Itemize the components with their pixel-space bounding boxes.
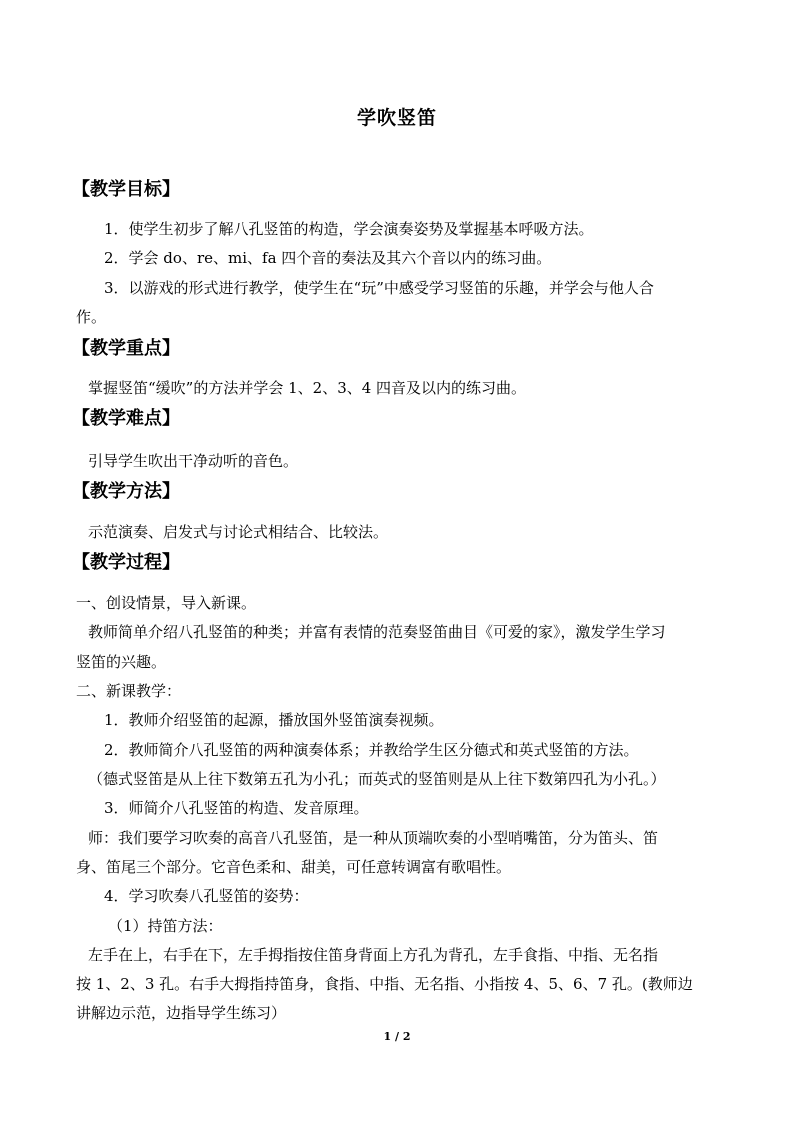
goal-item: 3．以游戏的形式进行教学，使学生在“玩”中感受学习竖笛的乐趣，并学会与他人合 — [104, 279, 654, 297]
process-line: 教师简单介绍八孔竖笛的种类；并富有表情的范奏竖笛曲目《可爱的家》，激发学生学习 — [88, 623, 666, 641]
process-line: 3．师简介八孔竖笛的构造、发音原理。 — [104, 799, 369, 817]
goal-item: 作。 — [76, 308, 107, 326]
process-line: 二、新课教学： — [76, 682, 182, 700]
process-line: （1）持笛方法： — [108, 917, 223, 935]
page-number: 1 / 2 — [383, 1030, 411, 1043]
process-line: 师：我们要学习吹奏的高音八孔竖笛，是一种从顶端吹奏的小型哨嘴笛，分为笛头、笛 — [88, 829, 659, 847]
section-heading-goals: 【教学目标】 — [72, 179, 180, 200]
section-heading-difficulties: 【教学难点】 — [72, 408, 180, 429]
process-line: 讲解边示范，边指导学生练习） — [76, 1004, 287, 1022]
section-heading-key-points: 【教学重点】 — [72, 338, 180, 359]
key-points-text: 掌握竖笛“缓吹”的方法并学会 1、2、3、4 四音及以内的练习曲。 — [88, 379, 527, 397]
goal-item: 2．学会 do、re、mi、fa 四个音的奏法及其六个音以内的练习曲。 — [104, 249, 552, 267]
goal-item: 1．使学生初步了解八孔竖笛的构造，学会演奏姿势及掌握基本呼吸方法。 — [104, 220, 594, 238]
process-line: 一、创设情景，导入新课。 — [76, 594, 257, 612]
process-line: 4．学习吹奏八孔竖笛的姿势： — [104, 887, 309, 905]
difficulties-text: 引导学生吹出干净动听的音色。 — [88, 452, 299, 470]
process-line: 2．教师简介八孔竖笛的两种演奏体系；并教给学生区分德式和英式竖笛的方法。 — [104, 741, 639, 759]
page-title: 学吹竖笛 — [356, 107, 437, 129]
section-heading-process: 【教学过程】 — [72, 552, 180, 573]
methods-text: 示范演奏、启发式与讨论式相结合、比较法。 — [88, 523, 389, 541]
process-line: 竖笛的兴趣。 — [76, 653, 167, 671]
process-line: 1．教师介绍竖笛的起源，播放国外竖笛演奏视频。 — [104, 711, 444, 729]
process-line: 按 1、2、3 孔。右手大拇指持笛身，食指、中指、无名指、小指按 4、5、6、7 孔。(教师边 — [76, 975, 693, 993]
process-line: 身、笛尾三个部分。它音色柔和、甜美，可任意转调富有歌唱性。 — [76, 858, 512, 876]
process-line: （德式竖笛是从上往下数第五孔为小孔；而英式的竖笛则是从上往下数第四孔为小孔。） — [88, 770, 666, 788]
process-line: 左手在上，右手在下，左手拇指按住笛身背面上方孔为背孔，左手食指、中指、无名指 — [88, 946, 659, 964]
section-heading-methods: 【教学方法】 — [72, 481, 180, 502]
